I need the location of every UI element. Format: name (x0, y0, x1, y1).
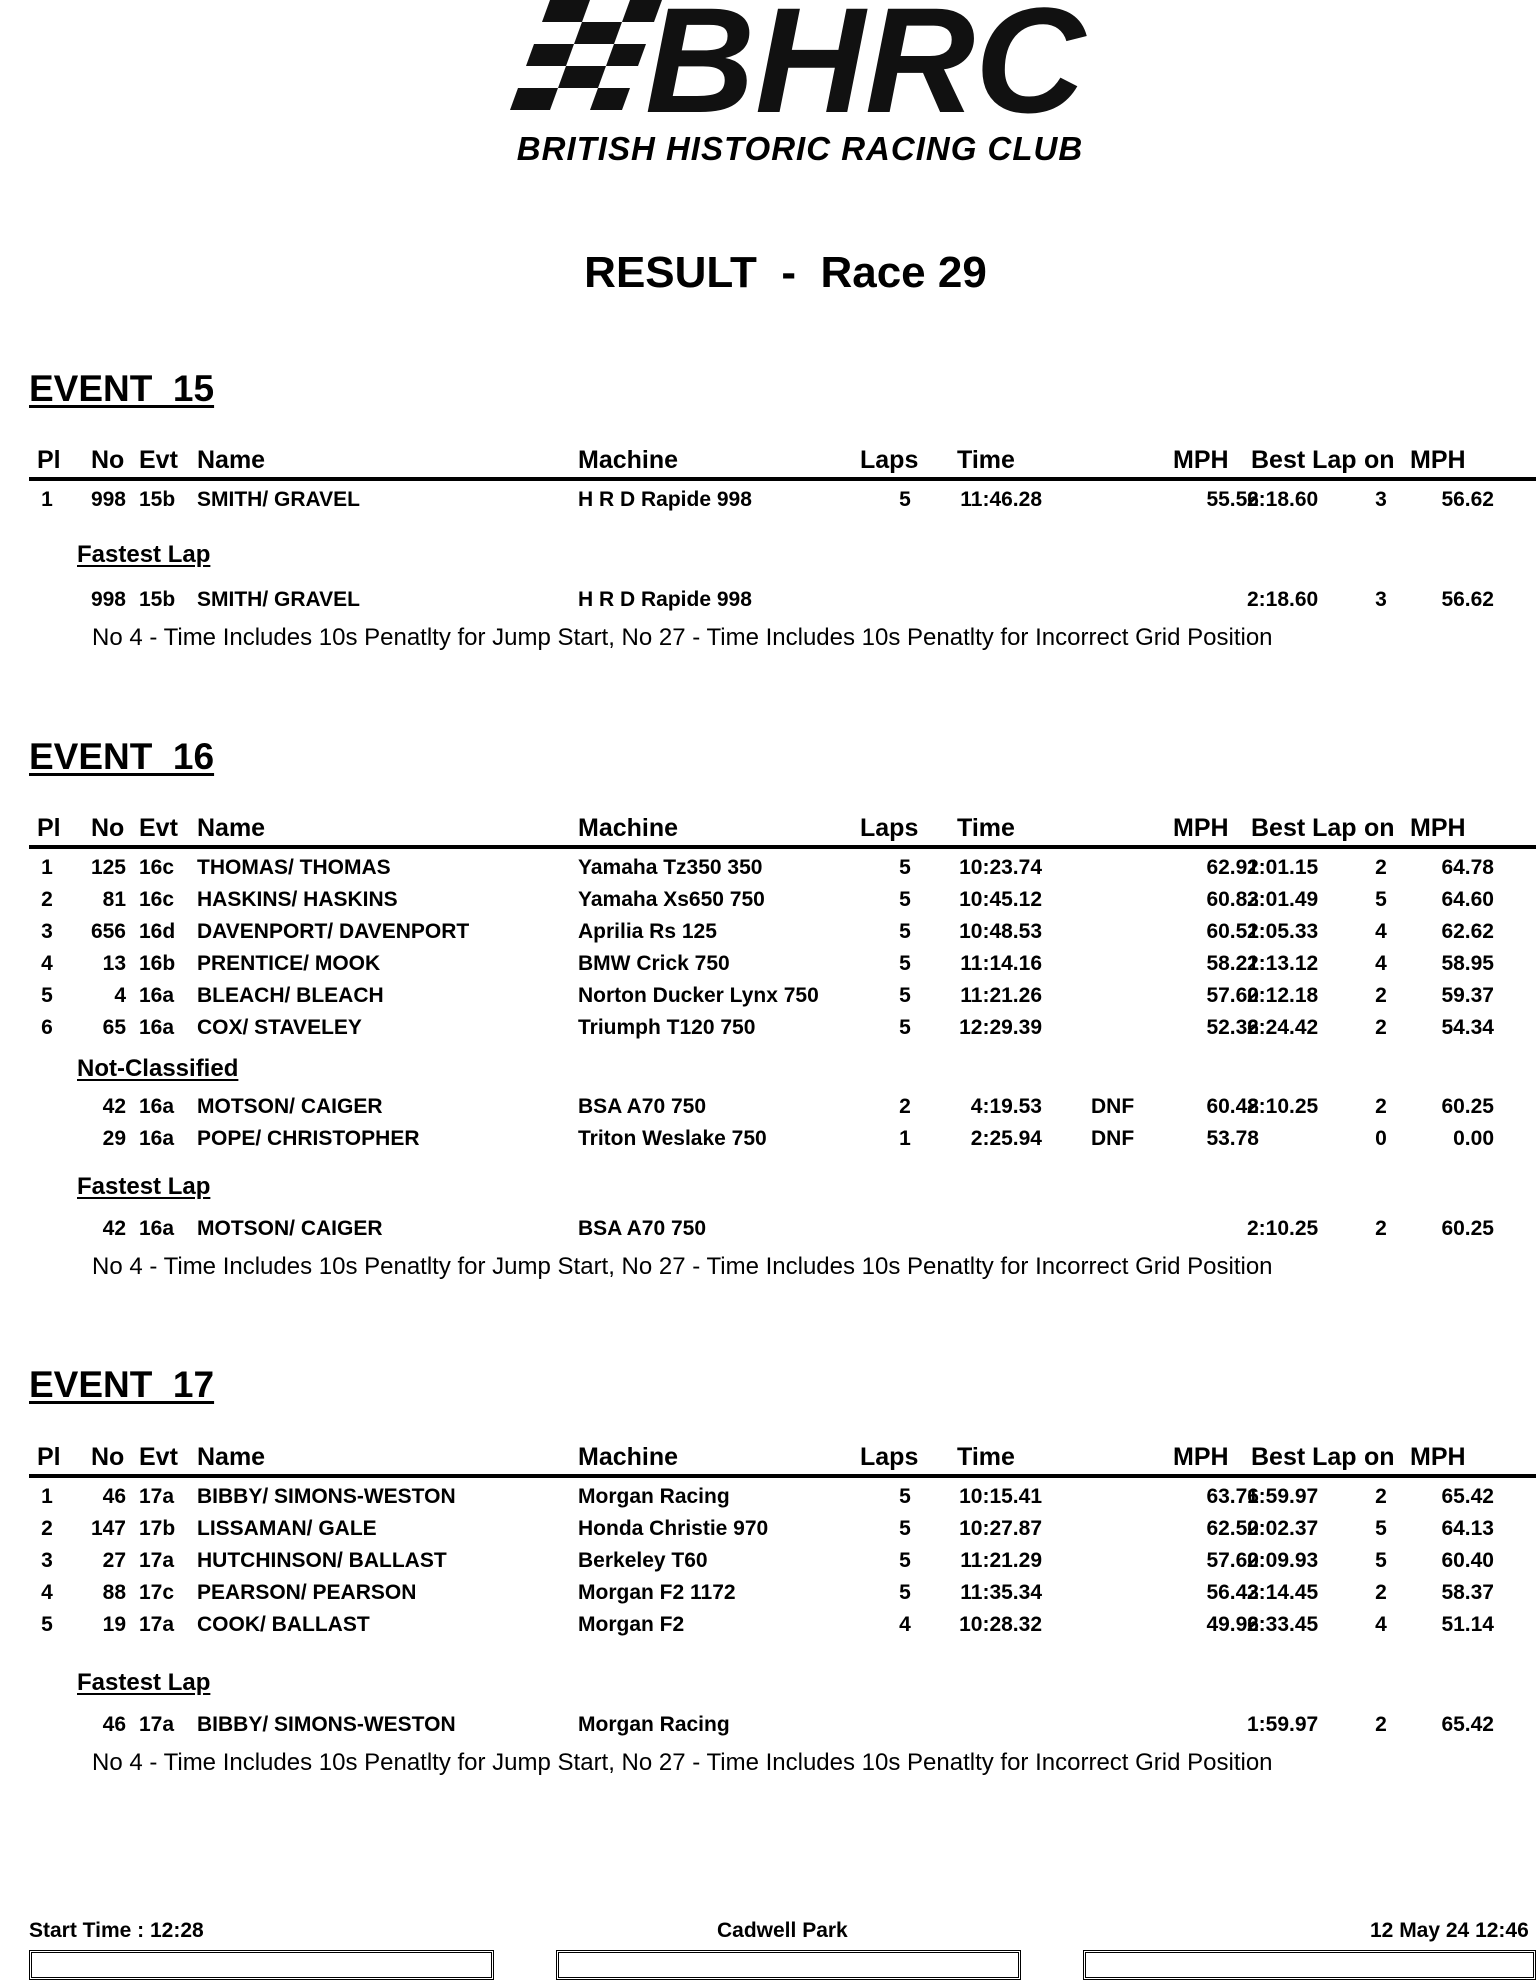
result-row (29, 1481, 1536, 1513)
cell-time: 11:14.16 (960, 952, 1042, 975)
footer-box (556, 1950, 1021, 1980)
fastest-lap-heading: Fastest Lap (77, 1669, 211, 1696)
cell-on: 5 (1375, 1517, 1387, 1540)
cell-name: MOTSON/ CAIGER (197, 1095, 383, 1118)
cell-on: 2 (1375, 1016, 1387, 1039)
cell-time: 4:19.53 (970, 1095, 1042, 1118)
cell-on: 5 (1375, 888, 1387, 911)
cell-name: PRENTICE/ MOOK (197, 952, 381, 975)
not-classified-row (29, 1091, 1536, 1123)
cell-no: 88 (102, 1581, 126, 1604)
column-header-no: No (91, 446, 125, 474)
fastest-lap-heading: Fastest Lap (77, 1173, 211, 1200)
result-row (29, 484, 1536, 516)
cell-on: 2 (1375, 856, 1387, 879)
cell-mph: 57.60 (1206, 984, 1259, 1007)
cell-no: 42 (102, 1217, 126, 1240)
cell-pl: 4 (41, 1581, 53, 1604)
cell-on: 4 (1375, 920, 1387, 943)
not-classified-row (29, 1123, 1536, 1155)
cell-name: BLEACH/ BLEACH (197, 984, 384, 1007)
cell-mph2: 64.60 (1441, 888, 1494, 911)
cell-on: 4 (1375, 1613, 1387, 1636)
column-header-on: on (1364, 1443, 1395, 1471)
cell-pl: 2 (41, 1517, 53, 1540)
column-header-on: on (1364, 446, 1395, 474)
result-row (29, 980, 1536, 1012)
column-header-pl: Pl (37, 1443, 61, 1471)
cell-pl: 6 (41, 1016, 53, 1039)
checkered-flag-logo (490, 0, 1110, 130)
page-title: RESULT - Race 29 (584, 248, 987, 297)
cell-machine: Triumph T120 750 (578, 1016, 756, 1039)
column-header-machine: Machine (578, 446, 679, 474)
cell-machine: Honda Christie 970 (578, 1517, 769, 1540)
column-header-laps: Laps (860, 1443, 919, 1471)
cell-mph: 60.51 (1206, 920, 1259, 943)
cell-machine: BSA A70 750 (578, 1217, 707, 1240)
event-heading: EVENT 16 (29, 736, 215, 777)
cell-evt: 16c (139, 888, 175, 911)
cell-pl: 1 (41, 856, 53, 879)
cell-name: THOMAS/ THOMAS (197, 856, 391, 879)
cell-no: 81 (102, 888, 126, 911)
cell-on: 2 (1375, 1581, 1387, 1604)
cell-best: 2:14.45 (1247, 1581, 1319, 1604)
cell-no: 4 (114, 984, 126, 1007)
column-header-mph2: MPH (1410, 814, 1466, 842)
result-row (29, 948, 1536, 980)
cell-name: POPE/ CHRISTOPHER (197, 1127, 420, 1150)
cell-mph2: 0.00 (1453, 1127, 1494, 1150)
cell-machine: Morgan Racing (578, 1485, 730, 1508)
cell-mph2: 65.42 (1441, 1713, 1494, 1736)
cell-machine: Yamaha Tz350 350 (578, 856, 763, 879)
column-header-laps: Laps (860, 446, 919, 474)
cell-laps: 5 (899, 952, 911, 975)
cell-mph2: 65.42 (1441, 1485, 1494, 1508)
cell-best: 2:24.42 (1247, 1016, 1319, 1039)
cell-evt: 15b (139, 588, 176, 611)
cell-mph2: 60.25 (1441, 1095, 1494, 1118)
report-date: 12 May 24 12:46 (1370, 1919, 1529, 1942)
cell-best: 2:18.60 (1247, 488, 1319, 511)
cell-name: BIBBY/ SIMONS-WESTON (197, 1713, 456, 1736)
cell-best: 2:10.25 (1247, 1095, 1319, 1118)
cell-laps: 5 (899, 920, 911, 943)
cell-pl: 3 (41, 920, 53, 943)
cell-evt: 16a (139, 1016, 175, 1039)
cell-time: 12:29.39 (959, 1016, 1042, 1039)
cell-no: 998 (90, 488, 126, 511)
cell-machine: H R D Rapide 998 (578, 588, 752, 611)
cell-pl: 3 (41, 1549, 53, 1572)
cell-time: 10:15.41 (959, 1485, 1042, 1508)
cell-on: 5 (1375, 1549, 1387, 1572)
column-header-pl: Pl (37, 446, 61, 474)
cell-best: 2:12.18 (1247, 984, 1319, 1007)
cell-laps: 4 (899, 1613, 911, 1636)
cell-machine: H R D Rapide 998 (578, 488, 752, 511)
not-classified-heading: Not-Classified (77, 1055, 239, 1082)
cell-best: 2:09.93 (1247, 1549, 1319, 1572)
cell-no: 656 (90, 920, 126, 943)
cell-mph2: 58.95 (1441, 952, 1494, 975)
column-header-evt: Evt (139, 814, 178, 842)
cell-no: 65 (102, 1016, 126, 1039)
cell-name: COOK/ BALLAST (197, 1613, 370, 1636)
column-header-mph: MPH (1173, 814, 1229, 842)
cell-evt: 16d (139, 920, 176, 943)
cell-on: 2 (1375, 1713, 1387, 1736)
cell-mph: 56.43 (1206, 1581, 1259, 1604)
cell-name: SMITH/ GRAVEL (197, 588, 360, 611)
cell-machine: Aprilia Rs 125 (578, 920, 717, 943)
cell-evt: 17c (139, 1581, 175, 1604)
cell-no: 29 (102, 1127, 126, 1150)
cell-laps: 5 (899, 856, 911, 879)
cell-on: 2 (1375, 1217, 1387, 1240)
cell-evt: 16c (139, 856, 175, 879)
column-header-pl: Pl (37, 814, 61, 842)
cell-time: 10:48.53 (959, 920, 1042, 943)
cell-no: 42 (102, 1095, 126, 1118)
cell-mph: 63.76 (1206, 1485, 1259, 1508)
cell-laps: 5 (899, 888, 911, 911)
column-header-best_lap: Best Lap (1251, 1443, 1357, 1471)
column-header-laps: Laps (860, 814, 919, 842)
cell-pl: 1 (41, 1485, 53, 1508)
column-header-mph: MPH (1173, 446, 1229, 474)
column-header-machine: Machine (578, 1443, 679, 1471)
cell-mph2: 54.34 (1441, 1016, 1494, 1039)
cell-mph: 52.36 (1206, 1016, 1259, 1039)
cell-mph2: 51.14 (1441, 1613, 1494, 1636)
cell-pl: 2 (41, 888, 53, 911)
cell-no: 13 (102, 952, 126, 975)
column-header (29, 1440, 1536, 1478)
result-row (29, 1012, 1536, 1044)
cell-evt: 17a (139, 1485, 175, 1508)
cell-name: DAVENPORT/ DAVENPORT (197, 920, 470, 943)
cell-mph: 62.91 (1206, 856, 1259, 879)
cell-no: 19 (102, 1613, 126, 1636)
cell-mph2: 59.37 (1441, 984, 1494, 1007)
result-row (29, 884, 1536, 916)
cell-time: 11:21.29 (960, 1549, 1042, 1572)
cell-on: 2 (1375, 1095, 1387, 1118)
result-row (29, 852, 1536, 884)
cell-mph2: 58.37 (1441, 1581, 1494, 1604)
cell-mph2: 60.40 (1441, 1549, 1494, 1572)
cell-mph: 58.21 (1206, 952, 1259, 975)
cell-name: MOTSON/ CAIGER (197, 1217, 383, 1240)
column-header-evt: Evt (139, 1443, 178, 1471)
cell-evt: 17a (139, 1713, 175, 1736)
cell-name: BIBBY/ SIMONS-WESTON (197, 1485, 456, 1508)
column-header-mph: MPH (1173, 1443, 1229, 1471)
venue: Cadwell Park (717, 1919, 848, 1942)
column-header (29, 443, 1536, 481)
cell-laps: 5 (899, 1016, 911, 1039)
result-row (29, 1545, 1536, 1577)
cell-mph: 55.56 (1206, 488, 1259, 511)
cell-machine: Morgan F2 1172 (578, 1581, 736, 1604)
column-header-best_lap: Best Lap (1251, 446, 1357, 474)
event-heading: EVENT 15 (29, 368, 215, 409)
cell-best: 1:59.97 (1247, 1713, 1319, 1736)
cell-no: 46 (102, 1713, 126, 1736)
column-header-name: Name (197, 446, 266, 474)
cell-evt: 15b (139, 488, 176, 511)
cell-evt: 16a (139, 1217, 175, 1240)
penalty-note: No 4 - Time Includes 10s Penatlty for Jump Start, No 27 - Time Includes 10s Penatlty for Incorrect Grid Position (92, 1253, 1273, 1280)
cell-machine: Yamaha Xs650 750 (578, 888, 765, 911)
cell-no: 998 (90, 588, 126, 611)
column-header-name: Name (197, 1443, 266, 1471)
cell-evt: 16a (139, 984, 175, 1007)
column-header-time: Time (957, 1443, 1015, 1471)
column-header-no: No (91, 814, 125, 842)
cell-evt: 16b (139, 952, 176, 975)
cell-machine: BSA A70 750 (578, 1095, 707, 1118)
cell-time: 10:27.87 (959, 1517, 1042, 1540)
penalty-note: No 4 - Time Includes 10s Penatlty for Jump Start, No 27 - Time Includes 10s Penatlty for Incorrect Grid Position (92, 1749, 1273, 1776)
cell-evt: 17a (139, 1549, 175, 1572)
cell-name: SMITH/ GRAVEL (197, 488, 360, 511)
column-header-no: No (91, 1443, 125, 1471)
cell-evt: 16a (139, 1127, 175, 1150)
cell-mph2: 64.13 (1441, 1517, 1494, 1540)
cell-laps: 5 (899, 1485, 911, 1508)
cell-on: 3 (1375, 588, 1387, 611)
cell-best: 2:01.15 (1247, 856, 1319, 879)
cell-name: COX/ STAVELEY (197, 1016, 362, 1039)
cell-machine: Berkeley T60 (578, 1549, 708, 1572)
cell-evt: 16a (139, 1095, 175, 1118)
cell-best: 2:10.25 (1247, 1217, 1319, 1240)
cell-time: 10:23.74 (959, 856, 1042, 879)
cell-best: 2:13.12 (1247, 952, 1319, 975)
cell-best: 2:05.33 (1247, 920, 1319, 943)
cell-evt: 17b (139, 1517, 176, 1540)
column-header-best_lap: Best Lap (1251, 814, 1357, 842)
cell-pl: 5 (41, 1613, 53, 1636)
cell-no: 147 (90, 1517, 126, 1540)
cell-pl: 5 (41, 984, 53, 1007)
footer-box (1083, 1950, 1536, 1980)
cell-name: HUTCHINSON/ BALLAST (197, 1549, 447, 1572)
column-header-mph2: MPH (1410, 446, 1466, 474)
cell-evt: 17a (139, 1613, 175, 1636)
cell-best: 2:18.60 (1247, 588, 1319, 611)
cell-machine: Morgan F2 (578, 1613, 685, 1636)
cell-name: LISSAMAN/ GALE (197, 1517, 377, 1540)
column-header-on: on (1364, 814, 1395, 842)
cell-laps: 1 (899, 1127, 911, 1150)
cell-time: 10:28.32 (959, 1613, 1042, 1636)
cell-laps: 5 (899, 1581, 911, 1604)
cell-mph2: 60.25 (1441, 1217, 1494, 1240)
penalty-note: No 4 - Time Includes 10s Penatlty for Jump Start, No 27 - Time Includes 10s Penatlty for Incorrect Grid Position (92, 624, 1273, 651)
column-header (29, 811, 1536, 849)
cell-time: 11:21.26 (960, 984, 1042, 1007)
result-row (29, 916, 1536, 948)
cell-machine: Triton Weslake 750 (578, 1127, 767, 1150)
cell-best: 1:59.97 (1247, 1485, 1319, 1508)
cell-status: DNF (1091, 1095, 1135, 1118)
cell-time: 11:35.34 (960, 1581, 1042, 1604)
cell-best: 2:02.37 (1247, 1517, 1319, 1540)
event-heading: EVENT 17 (29, 1364, 215, 1405)
cell-on: 2 (1375, 984, 1387, 1007)
cell-no: 46 (102, 1485, 126, 1508)
cell-machine: Morgan Racing (578, 1713, 730, 1736)
result-row (29, 1513, 1536, 1545)
cell-on: 3 (1375, 488, 1387, 511)
cell-machine: BMW Crick 750 (578, 952, 730, 975)
cell-no: 125 (90, 856, 126, 879)
cell-best: 2:33.45 (1247, 1613, 1319, 1636)
start-time: Start Time : 12:28 (29, 1919, 204, 1942)
cell-name: HASKINS/ HASKINS (197, 888, 398, 911)
fastest-lap-heading: Fastest Lap (77, 541, 211, 568)
result-row (29, 1609, 1536, 1641)
cell-laps: 5 (899, 1549, 911, 1572)
fastest-lap-row (29, 584, 1536, 616)
cell-pl: 4 (41, 952, 53, 975)
cell-laps: 2 (899, 1095, 911, 1118)
result-row (29, 1577, 1536, 1609)
fastest-lap-row (29, 1213, 1536, 1245)
cell-machine: Norton Ducker Lynx 750 (578, 984, 819, 1007)
column-header-machine: Machine (578, 814, 679, 842)
cell-mph: 49.96 (1206, 1613, 1259, 1636)
logo-subtitle: BRITISH HISTORIC RACING CLUB (516, 130, 1084, 167)
cell-on: 0 (1375, 1127, 1387, 1150)
cell-on: 2 (1375, 1485, 1387, 1508)
column-header-evt: Evt (139, 446, 178, 474)
bhrc-logo (490, 0, 1110, 170)
cell-mph2: 56.62 (1441, 588, 1494, 611)
cell-name: PEARSON/ PEARSON (197, 1581, 417, 1604)
cell-time: 11:46.28 (960, 488, 1042, 511)
cell-laps: 5 (899, 984, 911, 1007)
cell-laps: 5 (899, 1517, 911, 1540)
cell-on: 4 (1375, 952, 1387, 975)
cell-mph2: 64.78 (1441, 856, 1494, 879)
logo-acronym: BHRC (645, 0, 1088, 130)
cell-time: 2:25.94 (970, 1127, 1042, 1150)
cell-mph: 57.60 (1206, 1549, 1259, 1572)
cell-no: 27 (102, 1549, 126, 1572)
column-header-name: Name (197, 814, 266, 842)
cell-mph2: 56.62 (1441, 488, 1494, 511)
cell-status: DNF (1091, 1127, 1135, 1150)
cell-mph2: 62.62 (1441, 920, 1494, 943)
cell-mph: 53.78 (1206, 1127, 1259, 1150)
cell-time: 10:45.12 (959, 888, 1042, 911)
fastest-lap-row (29, 1709, 1536, 1741)
cell-laps: 5 (899, 488, 911, 511)
footer-box (29, 1950, 494, 1980)
column-header-time: Time (957, 446, 1015, 474)
cell-mph: 60.83 (1206, 888, 1259, 911)
column-header-mph2: MPH (1410, 1443, 1466, 1471)
column-header-time: Time (957, 814, 1015, 842)
cell-mph: 60.48 (1206, 1095, 1259, 1118)
cell-mph: 62.50 (1206, 1517, 1259, 1540)
cell-best: 2:01.49 (1247, 888, 1319, 911)
cell-pl: 1 (41, 488, 53, 511)
